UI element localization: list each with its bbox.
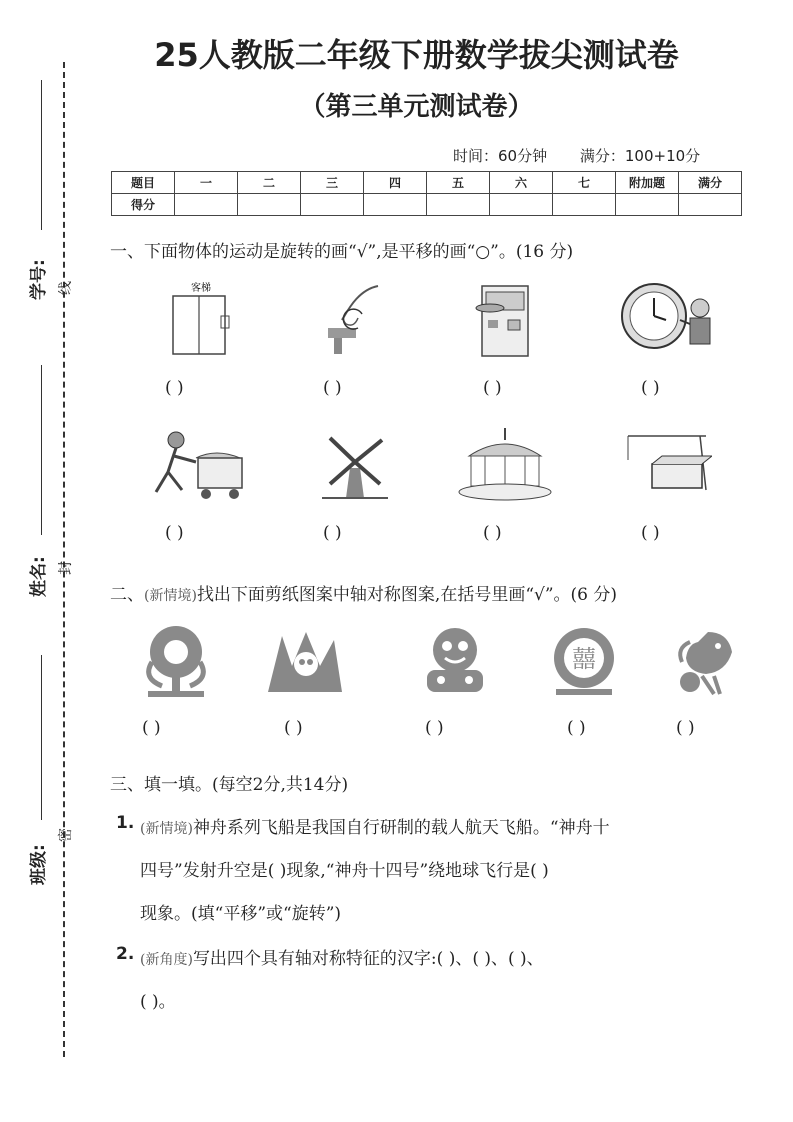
answer-blank[interactable]: ( ) [142, 718, 161, 738]
boy-pushing-cart-icon [140, 428, 250, 502]
name-label: 姓名: [29, 556, 49, 597]
question-2-number: 2. [116, 944, 135, 964]
faucet-icon [318, 280, 390, 360]
secret-word: 密 [58, 828, 74, 842]
score-header-cell: 满分 [679, 172, 742, 194]
score-table-header-row [112, 172, 742, 194]
answer-blank[interactable]: ( ) [483, 523, 502, 543]
question-2-line-2[interactable]: ( )。 [140, 992, 176, 1012]
section2-text: 找出下面剪纸图案中轴对称图案,在括号里画“√”。(6 分) [196, 585, 618, 605]
question-1-line-3: 现象。(填“平移”或“旋转”) [140, 904, 342, 924]
page-subtitle: （第三单元测试卷） [299, 92, 534, 122]
question-1-line-1 [140, 813, 610, 838]
section2-heading [110, 580, 617, 605]
seal-word: 封 [58, 561, 74, 575]
score-header-cell: 题目 [112, 172, 175, 194]
answer-blank[interactable]: ( ) [641, 523, 660, 543]
section3-heading: 三、填一填。(每空2分,共14分) [110, 775, 349, 795]
time-info: 时间：60分钟 [453, 147, 548, 165]
papercut-lion-icon [415, 622, 495, 700]
question-1-text: 神舟系列飞船是我国自行研制的载人航天飞船。“神舟十 [192, 818, 610, 838]
score-header-cell: 附加题 [616, 172, 679, 194]
question-2-tag: (新角度) [140, 952, 193, 968]
section1-heading: 一、下面物体的运动是旋转的画“√”,是平移的画“○”。(16 分) [110, 242, 574, 262]
score-header-cell: 七 [553, 172, 616, 194]
line-word: 线 [58, 281, 74, 295]
question-2-text[interactable]: 写出四个具有轴对称特征的汉字:( )、( )、( )、 [192, 949, 544, 969]
score-info: 满分：100+10分 [579, 147, 701, 165]
page-title: 25人教版二年级下册数学拔尖测试卷 [154, 36, 679, 74]
answer-blank[interactable]: ( ) [323, 523, 342, 543]
question-2-line-1[interactable] [140, 944, 544, 969]
answer-blank[interactable]: ( ) [676, 718, 695, 738]
answer-blank[interactable]: ( ) [165, 378, 184, 398]
score-table-score-row [112, 194, 742, 216]
answer-blank[interactable]: ( ) [641, 378, 660, 398]
score-cell[interactable] [553, 194, 616, 216]
answer-blank[interactable]: ( ) [483, 378, 502, 398]
question-1-line-2[interactable]: 四号”发射升空是( )现象,“神舟十四号”绕地球飞行是( ) [140, 861, 549, 881]
answer-blank[interactable]: ( ) [165, 523, 184, 543]
papercut-character: 囍 [572, 645, 596, 673]
name-line [41, 365, 42, 535]
answer-blank[interactable]: ( ) [425, 718, 444, 738]
score-table [111, 171, 742, 216]
elevator-label: 客梯 [191, 283, 211, 294]
binding-margin [0, 0, 100, 1122]
section2-prefix: 二、 [110, 585, 144, 605]
papercut-rooster-icon [668, 622, 744, 700]
score-header-cell: 三 [301, 172, 364, 194]
question-1-number: 1. [116, 813, 135, 833]
clock-boy-icon [618, 280, 718, 360]
section2-tag: (新情境) [144, 588, 197, 604]
score-header-cell: 二 [238, 172, 301, 194]
score-cell[interactable] [238, 194, 301, 216]
score-cell[interactable] [679, 194, 742, 216]
question-1-tag: (新情境) [140, 821, 193, 837]
cd-player-icon [470, 280, 540, 360]
score-row-label: 得分 [112, 194, 175, 216]
papercut-double-happiness-icon [546, 622, 622, 700]
drawer-icon [622, 430, 712, 496]
score-header-cell: 五 [427, 172, 490, 194]
elevator-icon [165, 280, 237, 356]
score-header-cell: 六 [490, 172, 553, 194]
student-no-label: 学号: [29, 259, 49, 300]
score-header-cell: 四 [364, 172, 427, 194]
score-cell[interactable] [427, 194, 490, 216]
score-cell[interactable] [490, 194, 553, 216]
score-cell[interactable] [301, 194, 364, 216]
exam-meta [453, 145, 728, 166]
score-header-cell: 一 [175, 172, 238, 194]
answer-blank[interactable]: ( ) [567, 718, 586, 738]
carousel-icon [455, 426, 555, 504]
answer-blank[interactable]: ( ) [323, 378, 342, 398]
class-line [41, 655, 42, 820]
class-label: 班级: [29, 844, 49, 885]
papercut-panda-icon [262, 626, 346, 696]
score-cell[interactable] [175, 194, 238, 216]
score-cell[interactable] [616, 194, 679, 216]
score-cell[interactable] [364, 194, 427, 216]
cut-line [63, 62, 65, 1057]
windmill-icon [318, 428, 392, 502]
papercut-tree-icon [138, 622, 214, 700]
answer-blank[interactable]: ( ) [284, 718, 303, 738]
